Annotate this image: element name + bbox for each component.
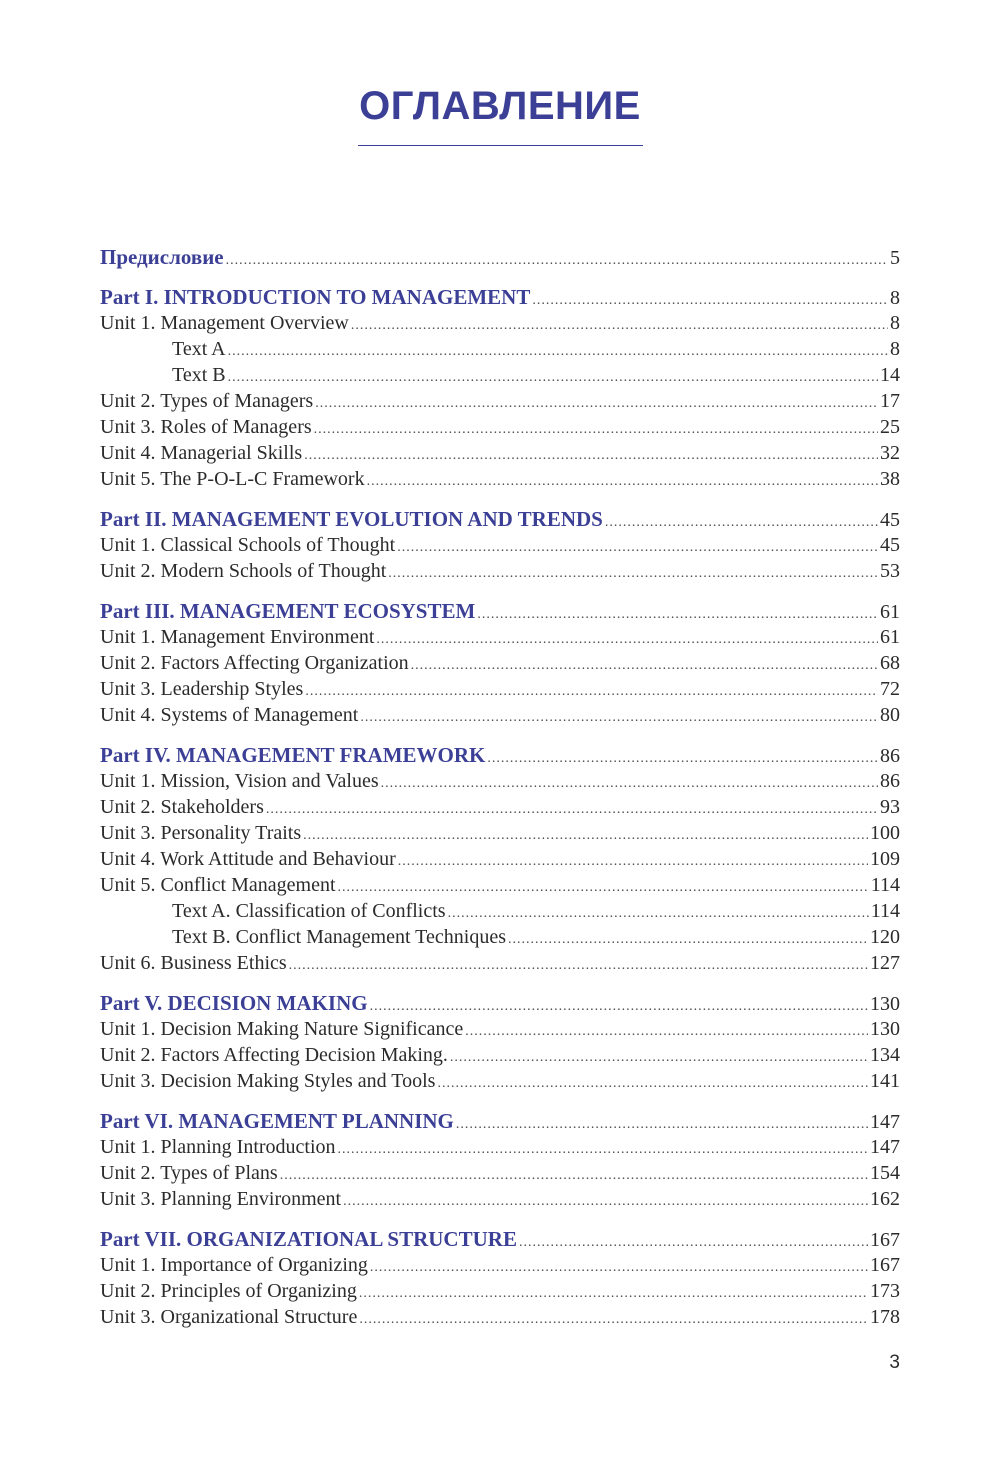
toc-entry-unit[interactable] [100,414,900,440]
toc-entry-label: Unit 2. Stakeholders [100,796,264,818]
toc-entry-label: Unit 2. Factors Affecting Decision Making. [100,1044,448,1066]
dot-leader [228,339,888,365]
toc-entry-unit[interactable] [100,1134,900,1160]
toc-section [100,506,900,584]
toc-entry-unit[interactable] [100,1016,900,1042]
toc-entry-label: Text A. Classification of Conflicts [172,900,446,922]
dot-leader [226,248,888,274]
toc-entry-page: 80 [880,704,900,726]
toc-entry-page: 162 [870,1188,900,1210]
toc-entry-page: 32 [880,442,900,464]
toc-entry-label: Предисловие [100,245,224,269]
toc-entry-label: Unit 3. Roles of Managers [100,416,312,438]
toc-entry-label: Unit 3. Planning Environment [100,1188,342,1210]
toc-entry-page: 178 [870,1306,900,1328]
toc-entry-label: Unit 1. Decision Making Nature Significance [100,1018,464,1040]
dot-leader [314,417,878,443]
title-underline [358,145,643,146]
toc-entry-page: 100 [870,822,900,844]
toc-entry-part[interactable] [100,1226,900,1252]
toc-entry-label: Unit 1. Management Environment [100,626,375,648]
toc-entry-label: Unit 4. Systems of Management [100,704,359,726]
toc-entry-page: 61 [880,626,900,648]
toc-entry-label: Unit 6. Business Ethics [100,952,287,974]
toc-section [100,284,900,492]
toc-entry-label: Text B. Conflict Management Techniques [172,926,506,948]
toc-entry-page: 86 [880,770,900,792]
dot-leader [532,288,888,314]
toc-entry-page: 167 [870,1254,900,1276]
dot-leader [448,901,869,927]
table-of-contents [100,244,900,1344]
toc-entry-unit[interactable] [100,1304,900,1330]
toc-entry-page: 130 [870,1018,900,1040]
dot-leader [360,705,878,731]
toc-entry-label: Unit 1. Importance of Organizing [100,1254,368,1276]
toc-entry-label: Unit 1. Classical Schools of Thought [100,534,396,556]
toc-entry-label: Unit 3. Leadership Styles [100,678,304,700]
toc-section [100,990,900,1094]
toc-entry-part[interactable] [100,1108,900,1134]
dot-leader [388,561,878,587]
toc-entry-unit[interactable] [100,1186,900,1212]
toc-entry-unit[interactable] [100,950,900,976]
toc-entry-page: 120 [870,926,900,948]
toc-entry-label: Unit 5. Conflict Management [100,874,336,896]
page-number: 3 [889,1352,900,1373]
toc-entry-unit[interactable] [100,872,900,898]
toc-entry-unit[interactable] [100,532,900,558]
toc-entry-label: Unit 1. Planning Introduction [100,1136,336,1158]
toc-entry-unit[interactable] [100,558,900,584]
toc-entry-label: Part I. INTRODUCTION TO MANAGEMENT [100,285,531,309]
toc-entry-unit[interactable] [100,676,900,702]
toc-section [100,1108,900,1212]
toc-entry-label: Unit 1. Mission, Vision and Values [100,770,379,792]
toc-entry-part[interactable] [100,506,900,532]
toc-entry-part[interactable] [100,284,900,310]
dot-leader [376,627,878,653]
toc-entry-label: Part II. MANAGEMENT EVOLUTION AND TRENDS [100,507,603,531]
dot-leader [315,391,878,417]
dot-leader [370,1255,868,1281]
toc-entry-label: Unit 5. The P-O-L-C Framework [100,468,365,490]
dot-leader [487,746,878,772]
dot-leader [367,469,878,495]
dot-leader [359,1281,868,1307]
dot-leader [508,927,868,953]
toc-entry-page: 134 [870,1044,900,1066]
dot-leader [605,510,878,536]
dot-leader [456,1112,868,1138]
toc-entry-label: Unit 1. Management Overview [100,312,349,334]
toc-entry-unit[interactable] [100,702,900,728]
toc-entry-unit[interactable] [100,846,900,872]
toc-entry-unit[interactable] [100,1252,900,1278]
toc-entry-sub[interactable] [100,362,900,388]
toc-entry-part[interactable] [100,990,900,1016]
toc-entry-part[interactable] [100,598,900,624]
dot-leader [305,679,878,705]
toc-entry-page: 61 [880,601,900,623]
toc-entry-unit[interactable] [100,388,900,414]
toc-entry-page: 109 [870,848,900,870]
toc-entry-page: 130 [870,993,900,1015]
dot-leader [450,1045,868,1071]
toc-entry-label: Unit 2. Principles of Organizing [100,1280,357,1302]
toc-section [100,244,900,270]
toc-entry-page: 86 [880,745,900,767]
toc-entry-label: Unit 3. Decision Making Styles and Tools [100,1070,436,1092]
toc-entry-unit[interactable] [100,440,900,466]
toc-entry-page: 167 [870,1229,900,1251]
dot-leader [228,365,878,391]
toc-entry-unit[interactable] [100,1042,900,1068]
toc-entry-page: 45 [880,509,900,531]
dot-leader [343,1189,868,1215]
toc-entry-page: 93 [880,796,900,818]
toc-entry-page: 154 [870,1162,900,1184]
toc-entry-page: 45 [880,534,900,556]
toc-entry-page: 5 [890,247,900,269]
toc-entry-label: Unit 3. Personality Traits [100,822,302,844]
toc-entry-label: Unit 3. Organizational Structure [100,1306,358,1328]
toc-entry-label: Text A [172,338,226,360]
dot-leader [465,1019,868,1045]
toc-entry-label: Text B [172,364,226,386]
toc-entry-label: Unit 4. Work Attitude and Behaviour [100,848,396,870]
dot-leader [411,653,878,679]
toc-entry-unit[interactable] [100,794,900,820]
toc-entry-unit[interactable] [100,650,900,676]
toc-entry-unit[interactable] [100,820,900,846]
toc-entry-page: 147 [870,1111,900,1133]
toc-entry-page: 8 [890,312,900,334]
toc-entry-label: Part V. DECISION MAKING [100,991,368,1015]
toc-entry-unit[interactable] [100,310,900,336]
toc-entry-page: 114 [870,874,900,896]
toc-entry-label: Part VII. ORGANIZATIONAL STRUCTURE [100,1227,517,1251]
toc-entry-unit[interactable] [100,624,900,650]
page-title: ОГЛАВЛЕНИЕ [359,84,641,128]
dot-leader [397,535,878,561]
toc-entry-page: 17 [880,390,900,412]
dot-leader [437,1071,868,1097]
dot-leader [266,797,878,823]
dot-leader [351,313,888,339]
toc-entry-page: 72 [880,678,900,700]
toc-entry-page: 53 [880,560,900,582]
dot-leader [304,443,878,469]
dot-leader [280,1163,868,1189]
toc-entry-label: Unit 2. Modern Schools of Thought [100,560,387,582]
toc-entry-page: 25 [880,416,900,438]
toc-section [100,598,900,728]
dot-leader [289,953,868,979]
toc-entry-unit[interactable] [100,1068,900,1094]
toc-entry-page: 127 [870,952,900,974]
toc-entry-page: 68 [880,652,900,674]
toc-entry-unit[interactable] [100,1278,900,1304]
toc-entry-page: 14 [880,364,900,386]
toc-entry-label: Part VI. MANAGEMENT PLANNING [100,1109,454,1133]
dot-leader [477,602,878,628]
toc-entry-unit[interactable] [100,1160,900,1186]
dot-leader [359,1307,868,1333]
dot-leader [398,849,868,875]
toc-entry-page: 8 [890,287,900,309]
toc-entry-sub[interactable] [100,924,900,950]
toc-entry-part[interactable] [100,244,900,270]
toc-entry-page: 173 [870,1280,900,1302]
toc-entry-label: Unit 2. Types of Plans [100,1162,278,1184]
toc-entry-sub[interactable] [100,336,900,362]
toc-section [100,742,900,976]
toc-entry-page: 141 [870,1070,900,1092]
toc-entry-label: Part IV. MANAGEMENT FRAMEWORK [100,743,486,767]
toc-entry-page: 114 [870,900,900,922]
toc-entry-unit[interactable] [100,768,900,794]
toc-entry-sub[interactable] [100,898,900,924]
toc-entry-unit[interactable] [100,466,900,492]
toc-entry-label: Unit 4. Managerial Skills [100,442,303,464]
dot-leader [519,1230,868,1256]
toc-entry-label: Part III. MANAGEMENT ECOSYSTEM [100,599,476,623]
toc-entry-page: 8 [890,338,900,360]
toc-entry-label: Unit 2. Types of Managers [100,390,314,412]
toc-section [100,1226,900,1330]
toc-entry-page: 38 [880,468,900,490]
dot-leader [338,1137,868,1163]
toc-entry-page: 147 [870,1136,900,1158]
toc-entry-part[interactable] [100,742,900,768]
toc-entry-label: Unit 2. Factors Affecting Organization [100,652,409,674]
dot-leader [381,771,878,797]
